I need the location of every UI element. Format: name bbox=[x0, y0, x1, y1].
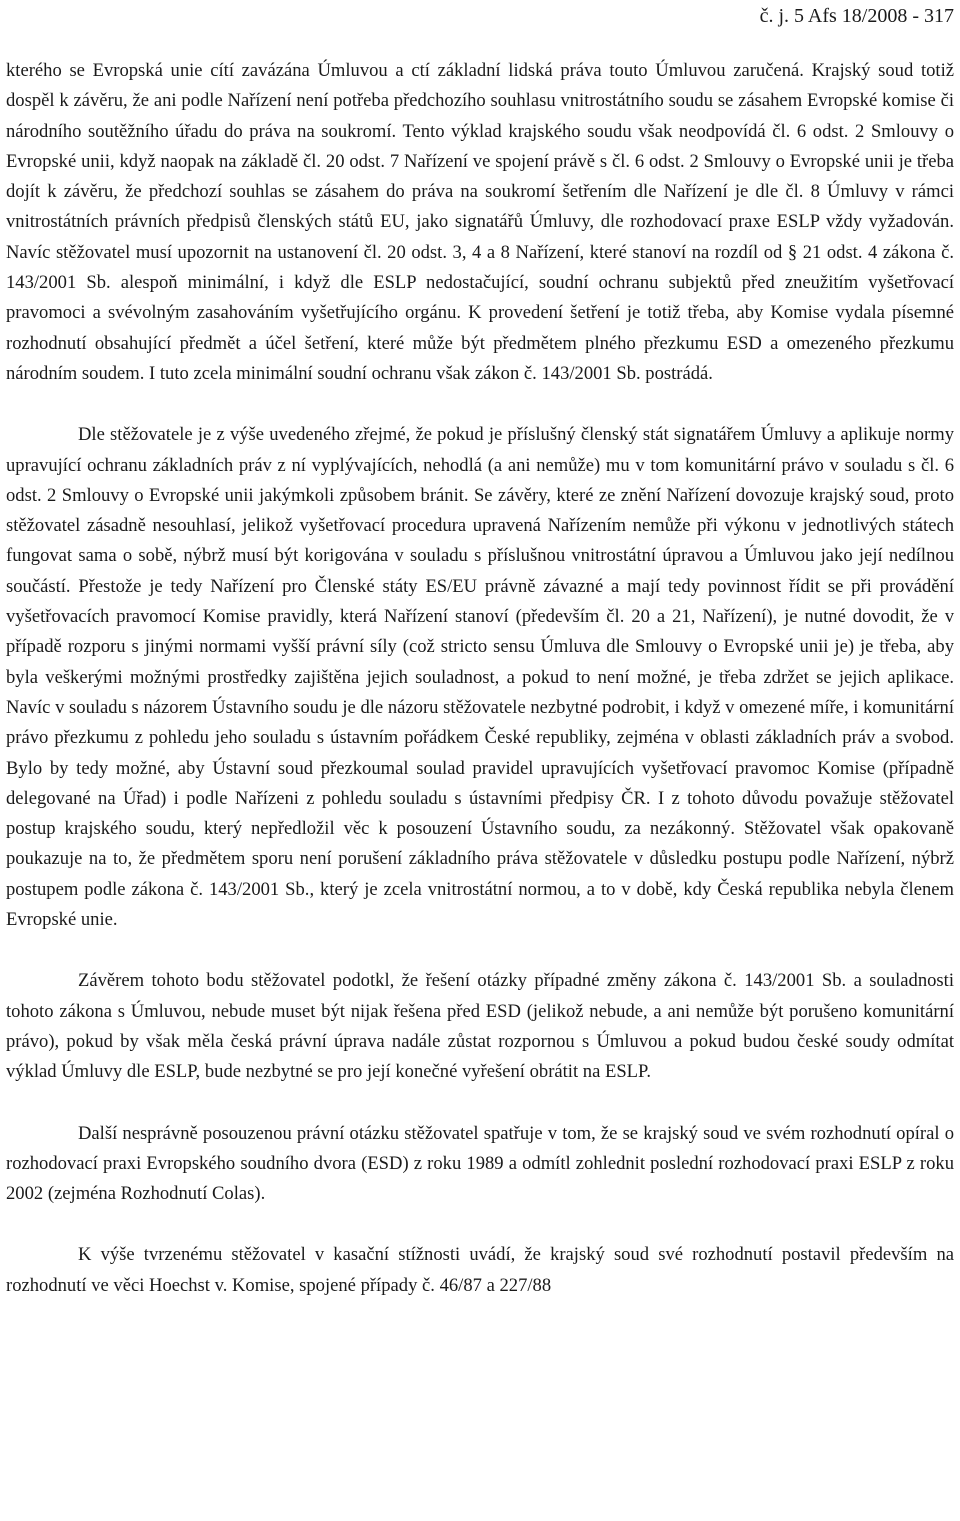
paragraph-1: kterého se Evropská unie cítí zavázána Úmluvou a ctí základní lidská práva touto Úmluvou zaručená. Krajský soud totiž dospěl k závěru, že ani podle Nařízení není potřeba předchozího souhlasu vnitrostátního soudu se zásahem Evropské komise či národního soutěžního úřadu do práva na soukromí. Tento výklad krajského soudu však neodpovídá čl. 6 odst. 2 Smlouvy o Evropské unii, když naopak na základě čl. 20 odst. 7 Nařízení ve spojení právě s čl. 6 odst. 2 Smlouvy o Evropské unii je třeba dojít k závěru, že předchozí souhlas se zásahem do práva na soukromí šetřením dle Nařízení je dle čl. 8 Úmluvy v rámci vnitrostátních právních předpisů členských států EU, jako signatářů Úmluvy, dle rozhodovací praxe ESLP vždy vyžadován. Navíc stěžovatel musí upozornit na ustanovení čl. 20 odst. 3, 4 a 8 Nařízení, které stanoví na rozdíl od § 21 odst. 4 zákona č. 143/2001 Sb. alespoň minimální, i když dle ESLP nedostačující, soudní ochranu subjektů před zneužitím vyšetřovací pravomoci a svévolným zasahováním vyšetřujícího orgánu. K provedení šetření je totiž třeba, aby Komise vydala písemné rozhodnutí obsahující předmět a účel šetření, které může být předmětem plného přezkumu ESD a omezeného přezkumu národním soudem. I tuto zcela minimální soudní ochranu však zákon č. 143/2001 Sb. postrádá. bbox=[6, 60, 954, 384]
paragraph-3: Závěrem tohoto bodu stěžovatel podotkl, že řešení otázky případné změny zákona č. 143/2001 Sb. a souladnosti tohoto zákona s Úmluvou, nebude muset být nijak řešena před ESD (jelikož nebude, a ani nemůže být porušeno komunitární právo), pokud by však měla česká právní úprava nadále zůstat rozpornou s Úmluvou a pokud budou české soudy odmítat výklad Úmluvy dle ESLP, bude nezbytné se pro její konečné vyřešení obrátit na ESLP. bbox=[6, 970, 954, 1083]
paragraph-2: Dle stěžovatele je z výše uvedeného zřejmé, že pokud je příslušný členský stát signatářem Úmluvy a aplikuje normy upravující ochranu základních práv z ní vyplývajících, nehodlá (a ani nemůže) mu v tom komunitární právo v souladu s čl. 6 odst. 2 Smlouvy o Evropské unii jakýmkoli způsobem bránit. Se závěry, které ze znění Nařízení dovozuje krajský soud, proto stěžovatel zásadně nesouhlasí, jelikož vyšetřovací procedura upravená Nařízením nemůže při výkonu v jednotlivých státech fungovat sama o sobě, nýbrž musí být korigována v souladu s příslušnou vnitrostátní úpravou a Úmluvou jako její nedílnou součástí. Přestože je tedy Nařízení pro Členské státy ES/EU právně závazné a mají tedy povinnost řídit se při provádění vyšetřovacích pravomocí Komise pravidly, která Nařízení stanoví (především čl. 20 a 21, Nařízení), je nutné dovodit, že v případě rozporu s jinými normami vyšší právní síly (což stricto sensu Úmluva dle Smlouvy o Evropské unii je) je třeba, aby byla veškerými možnými prostředky zajištěna jejich souladnost, a pokud to není možné, je třeba zdržet se jejich aplikace. Navíc v souladu s názorem Ústavního soudu je dle názoru stěžovatele nezbytné podrobit, i když v omezené míře, i komunitární právo přezkumu z pohledu jeho souladu s ústavním pořádkem České republiky, zejména v oblasti základních práv a svobod. Bylo by tedy možné, aby Ústavní soud přezkoumal soulad pravidel upravujících vyšetřovací pravomoc Komise (případně delegované na Úřad) i podle Nařízeni z pohledu souladu s ústavními předpisy ČR. I z tohoto důvodu považuje stěžovatel postup krajského soudu, který nepředložil věc k posouzení Ústavního soudu, za nezákonný. Stěžovatel však opakovaně poukazuje na to, že předmětem sporu není porušení základního práva stěžovatele v důsledku postupu podle Nařízení, nýbrž postupem podle zákona č. 143/2001 Sb., který je zcela vnitrostátní normou, a to v době, kdy Česká republika nebyla členem Evropské unie. bbox=[6, 424, 954, 931]
paragraph-4: Další nesprávně posouzenou právní otázku stěžovatel spatřuje v tom, že se krajský soud ve svém rozhodnutí opíral o rozhodovací praxi Evropského soudního dvora (ESD) z roku 1989 a odmítl zohlednit poslední rozhodovací praxi ESLP z roku 2002 (zejména Rozhodnutí Colas). bbox=[6, 1122, 954, 1205]
case-reference-header: č. j. 5 Afs 18/2008 - 317 bbox=[759, 5, 954, 27]
paragraph-5: K výše tvrzenému stěžovatel v kasační stížnosti uvádí, že krajský soud své rozhodnutí postavil především na rozhodnutí ve věci Hoechst v. Komise, spojené případy č. 46/87 a 227/88 bbox=[6, 1244, 954, 1296]
document-body bbox=[6, 56, 954, 1301]
